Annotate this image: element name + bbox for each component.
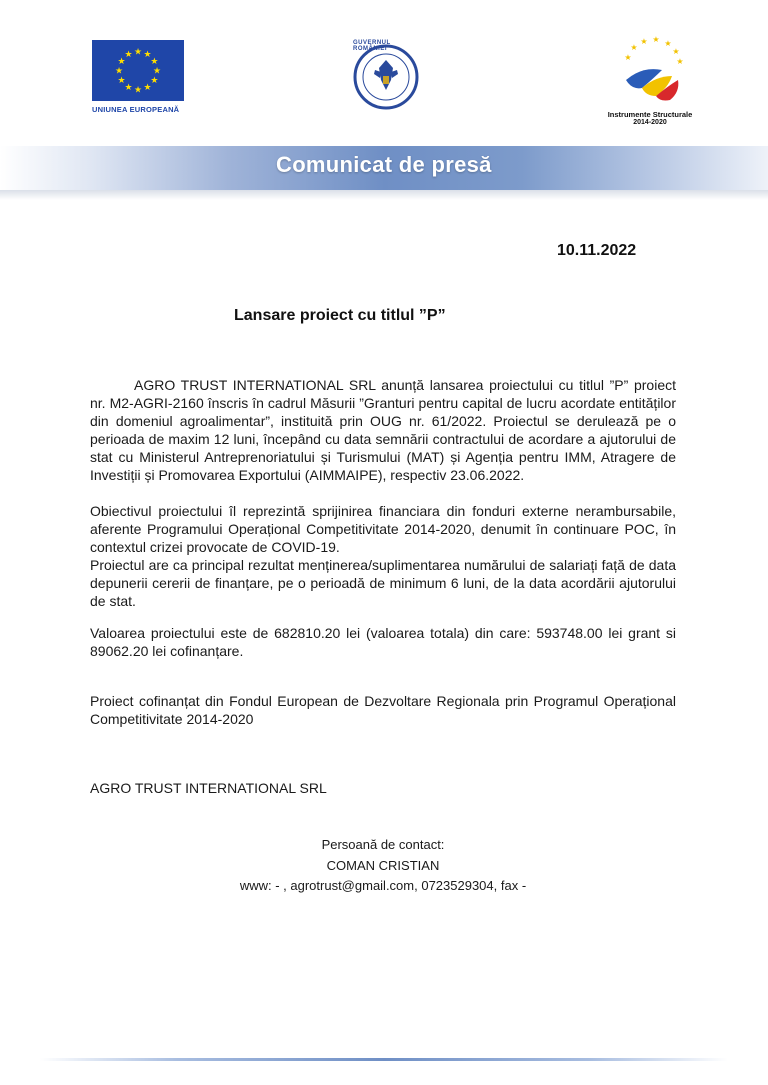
eu-star-icon: ★ [124,49,133,60]
eu-star-icon: ★ [150,75,159,85]
eu-flag-logo [92,40,184,101]
is-star-icon: ★ [672,47,680,56]
eu-star-icon: ★ [143,49,152,60]
is-star-icon: ★ [630,43,638,52]
release-date: 10.11.2022 [557,242,637,259]
is-star-icon: ★ [624,53,632,62]
is-label: Instrumente Structurale [607,110,693,119]
paragraph-result: Proiectul are ca principal rezultat menținerea/suplimentarea numărului de salariați față de data depunerii cererii de finanțare, pe o perioadă de minimum 6 luni, de la data acordării ajutorului de stat. [90,557,676,609]
eu-star-icon: ★ [133,84,143,95]
eu-stars-icon [92,40,184,101]
banner-shadow [0,190,768,200]
headline: Lansare proiect cu titlul ”P” [234,307,446,324]
company-name: AGRO TRUST INTERNATIONAL SRL [90,780,327,796]
contact-label: Persoană de contact: [321,837,445,852]
eu-star-icon: ★ [117,75,126,85]
eu-label: UNIUNEA EUROPEANĂ [92,105,180,114]
instrumente-structurale-logo [612,36,690,108]
is-years: 2014-2020 [633,119,667,126]
is-star-icon: ★ [676,57,684,66]
paragraph-intro: AGRO TRUST INTERNATIONAL SRL anunță lansarea proiectului cu titlul ”P” proiect nr. M2-AGRI-2160 înscris în cadrul Măsurii ”Granturi pentru capital de lucru acordate entităților din domeniul agroalimentar”, instituită prin OUG nr. 61/2022. Proiectul se derulează pe o perioada de maxim 12 luni, începând cu data semnării contractului de acordare a ajutorului de stat cu Ministerul Antreprenoriatului și Turismului (MAT) și Agenția pentru IMM, Atragere de Investiții și Promovarea Exportului (AIMMAIPE), respectiv 23.06.2022. [90,377,676,483]
paragraph-value: Valoarea proiectului este de 682810.20 lei (valoarea totala) din care: 593748.00 lei grant si 89062.20 lei cofinanțare. [90,625,676,659]
gov-text: GUVERNUL ROMÂNIEI [353,40,391,52]
eu-star-icon: ★ [124,81,133,92]
paragraph-cofinancing: Proiect cofinanțat din Fondul European de Dezvoltare Regionala prin Programul Operațional Competitivitate 2014-2020 [90,693,676,727]
eu-star-icon: ★ [114,65,124,76]
contact-name: COMAN CRISTIAN [326,858,440,873]
eu-star-icon: ★ [150,56,159,66]
eu-star-icon: ★ [152,65,162,76]
banner-title: Comunicat de presă [276,152,492,177]
is-star-icon: ★ [664,39,672,48]
contact-details: www: - , agrotrust@gmail.com, 0723529304, fax - [239,878,527,893]
is-star-icon: ★ [640,37,648,46]
eu-star-icon: ★ [117,56,126,66]
eu-star-icon: ★ [143,81,152,92]
footer-divider [40,1058,728,1061]
paragraph-objective: Obiectivul proiectului îl reprezintă sprijinirea financiara din fonduri externe nerambursabile, aferente Programului Operațional Competitivitate 2014-2020, denumit în continuare POC, în contextul crizei provocate de COVID-19. [90,503,676,555]
eu-star-icon: ★ [133,46,143,57]
is-star-icon: ★ [652,36,660,44]
